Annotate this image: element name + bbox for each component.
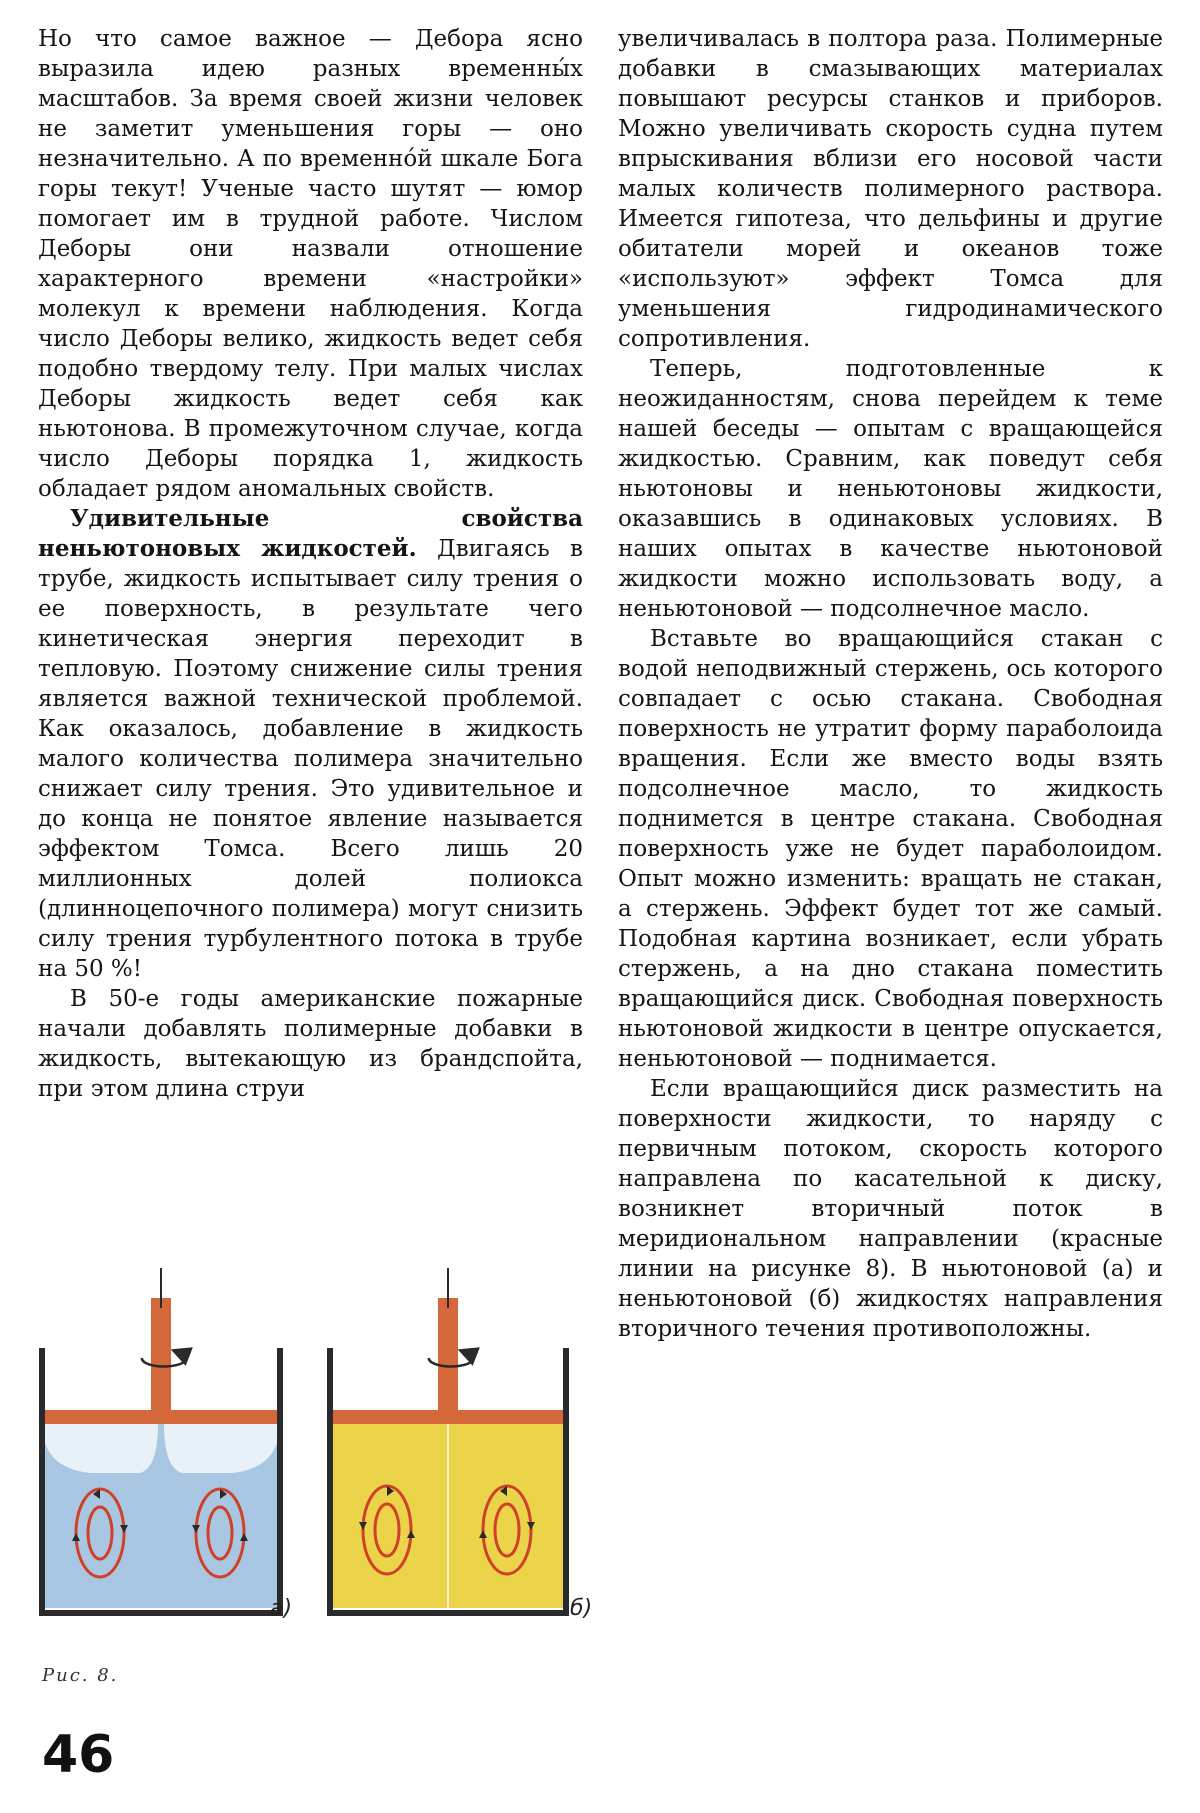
paragraph: Если вращающийся диск разместить на поверхности жидкости, то наряду с первичным потоком, скорость которого направлена по касательной к диску, возникнет вторичный поток в меридиональном направлении (красные линии на рисунке 8). В ньютоновой (а) и неньютоновой (б) жидкостях направления вторичного течения противоположны.: [618, 1076, 1163, 1342]
section-heading: Удивительные свойства неньютоновых жидкостей.: [38, 505, 583, 562]
rod: [438, 1298, 458, 1413]
figure-label-b: б): [570, 1596, 593, 1621]
container-a: [42, 1268, 280, 1613]
right-text-column: [618, 24, 1163, 1344]
figure-8: [30, 1268, 600, 1628]
rod: [151, 1298, 171, 1413]
paragraph: увеличивалась в полтора раза. Полимерные добавки в смазывающих материалах повышают ресурсы станков и приборов. Можно увеличивать скорость судна путем впрыскивания вблизи его носовой части малых количеств полимерного раствора. Имеется гипотеза, что дельфины и другие обитатели морей и океанов тоже «используют» эффект Томса для уменьшения гидродинамического сопротивления.: [618, 26, 1163, 352]
container-b: [330, 1268, 566, 1613]
figure-label-a: а): [270, 1596, 293, 1621]
paragraph-body: Двигаясь в трубе, жидкость испытывает силу трения о ее поверхность, в результате чего кинетическая энергия переходит в тепловую. Поэтому снижение силы трения является важной технической проблемой. Как оказалось, добавление в жидкость малого количества полимера значительно снижает силу трения. Это удивительное и до конца не понятое явление называется эффектом Томса. Всего лишь 20 миллионных долей полиокса (длинноцепочного полимера) могут снизить силу трения турбулентного потока в трубе на 50 %!: [38, 536, 583, 982]
paragraph: В 50-е годы американские пожарные начали добавлять полимерные добавки в жидкость, вытекающую из брандспойта, при этом длина струи: [38, 986, 583, 1102]
paragraph: Теперь, подготовленные к неожиданностям, снова перейдем к теме нашей беседы — опытам с вращающейся жидкостью. Сравним, как поведут себя ньютоновы и неньютоновы жидкости, оказавшись в одинаковых условиях. В наших опытах в качестве ньютоновой жидкости можно использовать воду, а неньютоновой — подсолнечное масло.: [618, 356, 1163, 622]
page-number: 46: [42, 1725, 115, 1785]
figure-caption: Рис. 8.: [42, 1665, 119, 1686]
left-text-column: [38, 24, 583, 1104]
paragraph: Но что самое важное — Дебора ясно выразила идею разных временны́х масштабов. За время своей жизни человек не заметит уменьшения горы — оно незначительно. А по временно́й шкале Бога горы текут! Ученые часто шутят — юмор помогает им в трудной работе. Числом Деборы они назвали отношение характерного времени «настройки» молекул к времени наблюдения. Когда число Деборы велико, жидкость ведет себя подобно твердому телу. При малых числах Деборы жидкость ведет себя как ньютонова. В промежуточном случае, когда число Деборы порядка 1, жидкость обладает рядом аномальных свойств.: [38, 26, 583, 502]
paragraph: [38, 504, 583, 984]
figure-illustration: [30, 1268, 600, 1628]
paragraph: Вставьте во вращающийся стакан с водой неподвижный стержень, ось которого совпадает с осью стакана. Свободная поверхность не утратит форму параболоида вращения. Если же вместо воды взять подсолнечное масло, то жидкость поднимется в центре стакана. Свободная поверхность уже не будет параболоидом. Опыт можно изменить: вращать не стакан, а стержень. Эффект будет тот же самый. Подобная картина возникает, если убрать стержень, а на дно стакана поместить вращающийся диск. Свободная поверхность ньютоновой жидкости в центре опускается, неньютоновой — поднимается.: [618, 626, 1163, 1072]
